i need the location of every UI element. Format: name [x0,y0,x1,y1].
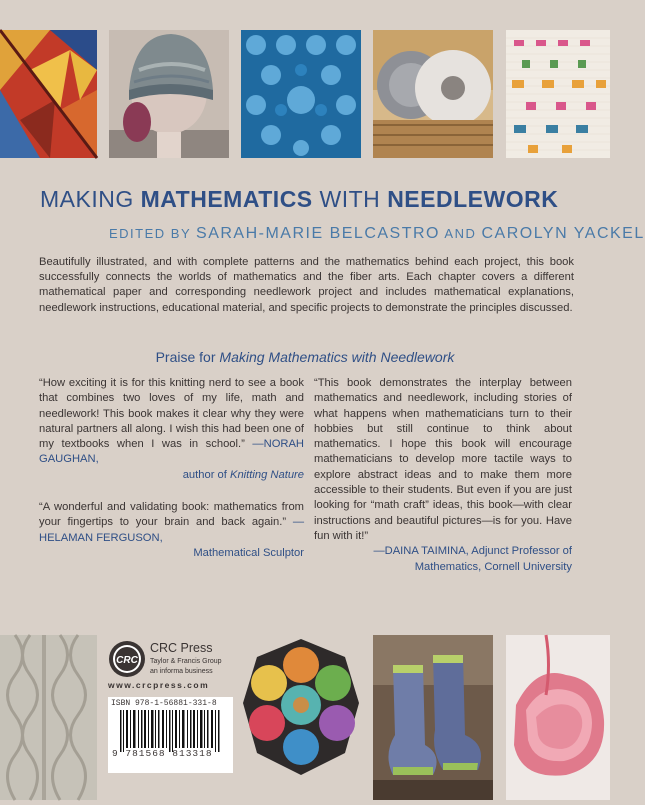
cable-knit-photo [0,635,97,800]
quote-gaughan-attribution: —NORAH GAUGHAN, [39,438,305,466]
cross-stitch-photo [506,30,610,158]
editor-name-2: CAROLYN YACKEL [481,225,645,242]
quote-ferguson-attribution: —HELAMAN FERGUSON, [39,516,305,544]
title-part-with: WITH [312,186,388,212]
editor-name-1: SARAH-MARIE BELCASTRO [196,225,440,242]
hexagon-quilt-photo [241,635,361,800]
pink-crochet-photo [506,635,610,800]
publisher-tagline: an informa business [150,668,213,675]
bottom-photo-row [0,635,610,800]
crc-logo-text: CRC [116,655,138,666]
praise-heading [0,349,610,365]
crc-logo-icon [108,640,146,678]
praise-prefix: Praise for [155,349,220,365]
quote-taimina [314,376,572,575]
knit-hat-photo [109,30,229,158]
quote-ferguson [39,500,304,561]
publisher-url[interactable]: www.crcpress.com [108,680,210,690]
quote-gaughan-role: author of [182,468,230,481]
isbn-barcode [108,697,233,773]
title-part-making: MAKING [40,186,141,212]
isbn-number: ISBN 978-1-56881-331-8 [111,699,217,708]
crochet-lace-photo [241,30,361,158]
editors-prefix: EDITED BY [109,226,197,241]
quote-ferguson-text: “A wonderful and validating book: mathematics from your fingertips to your brain and back again.” [39,501,304,529]
book-title [40,186,580,213]
quote-gaughan [39,376,304,483]
quote-gaughan-attribution-2 [39,468,304,483]
quote-ferguson-attribution-2: Mathematical Sculptor [193,546,304,559]
book-description: Beautifully illustrated, and with complete patterns and the mathematics behind each project, this book successfully connects the worlds of mathematics and the fiber arts. Each chapter covers a different mathematical paper and corresponding needlework project and includes mathematical explanations, needlework instructions, educational material, and specific projects to demonstrate the principles discussed. [39,256,574,314]
knit-socks-photo [373,635,493,800]
publisher-name: CRC Press [150,641,213,655]
quote-gaughan-text: “How exciting it is for this knitting nerd to see a book that combines two loves of my life, math and needlework! This book makes it clear why they were natural partners all along. I wish this had been one of my textbooks when I was in school.” [39,377,304,451]
praise-book-title: Making Mathematics with Needlework [219,349,455,365]
top-photo-row [0,30,610,158]
knit-pillows-photo [373,30,493,158]
quote-taimina-text: “This book demonstrates the interplay between mathematics and needlework, including stories of what happens when mathematicians turn to their hobbies but still continue to think about mathematics. I hope this book will encourage mathematicians to develop more tactile ways to explore abstract ideas and to make them more accessible to their students. But even if you are just looking for “math craft” ideas, this book—with clear instructions and beautiful pictures—is for you. Have fun with it!” [314,377,572,542]
editors-and: AND [440,226,482,241]
quote-taimina-attribution-2: Mathematics, Cornell University [414,560,572,573]
quote-gaughan-book: Knitting Nature [229,468,304,481]
title-part-needlework: NEEDLEWORK [387,186,559,212]
publisher-logo-block [108,640,238,690]
barcode-digits: 9 781568 813318 [112,748,213,759]
quilt-photo [0,30,97,158]
publisher-group: Taylor & Francis Group [150,658,222,665]
editors-line [109,225,645,243]
quote-taimina-attribution: —DAINA TAIMINA, Adjunct Professor of [373,545,572,558]
title-part-mathematics: MATHEMATICS [140,186,313,212]
